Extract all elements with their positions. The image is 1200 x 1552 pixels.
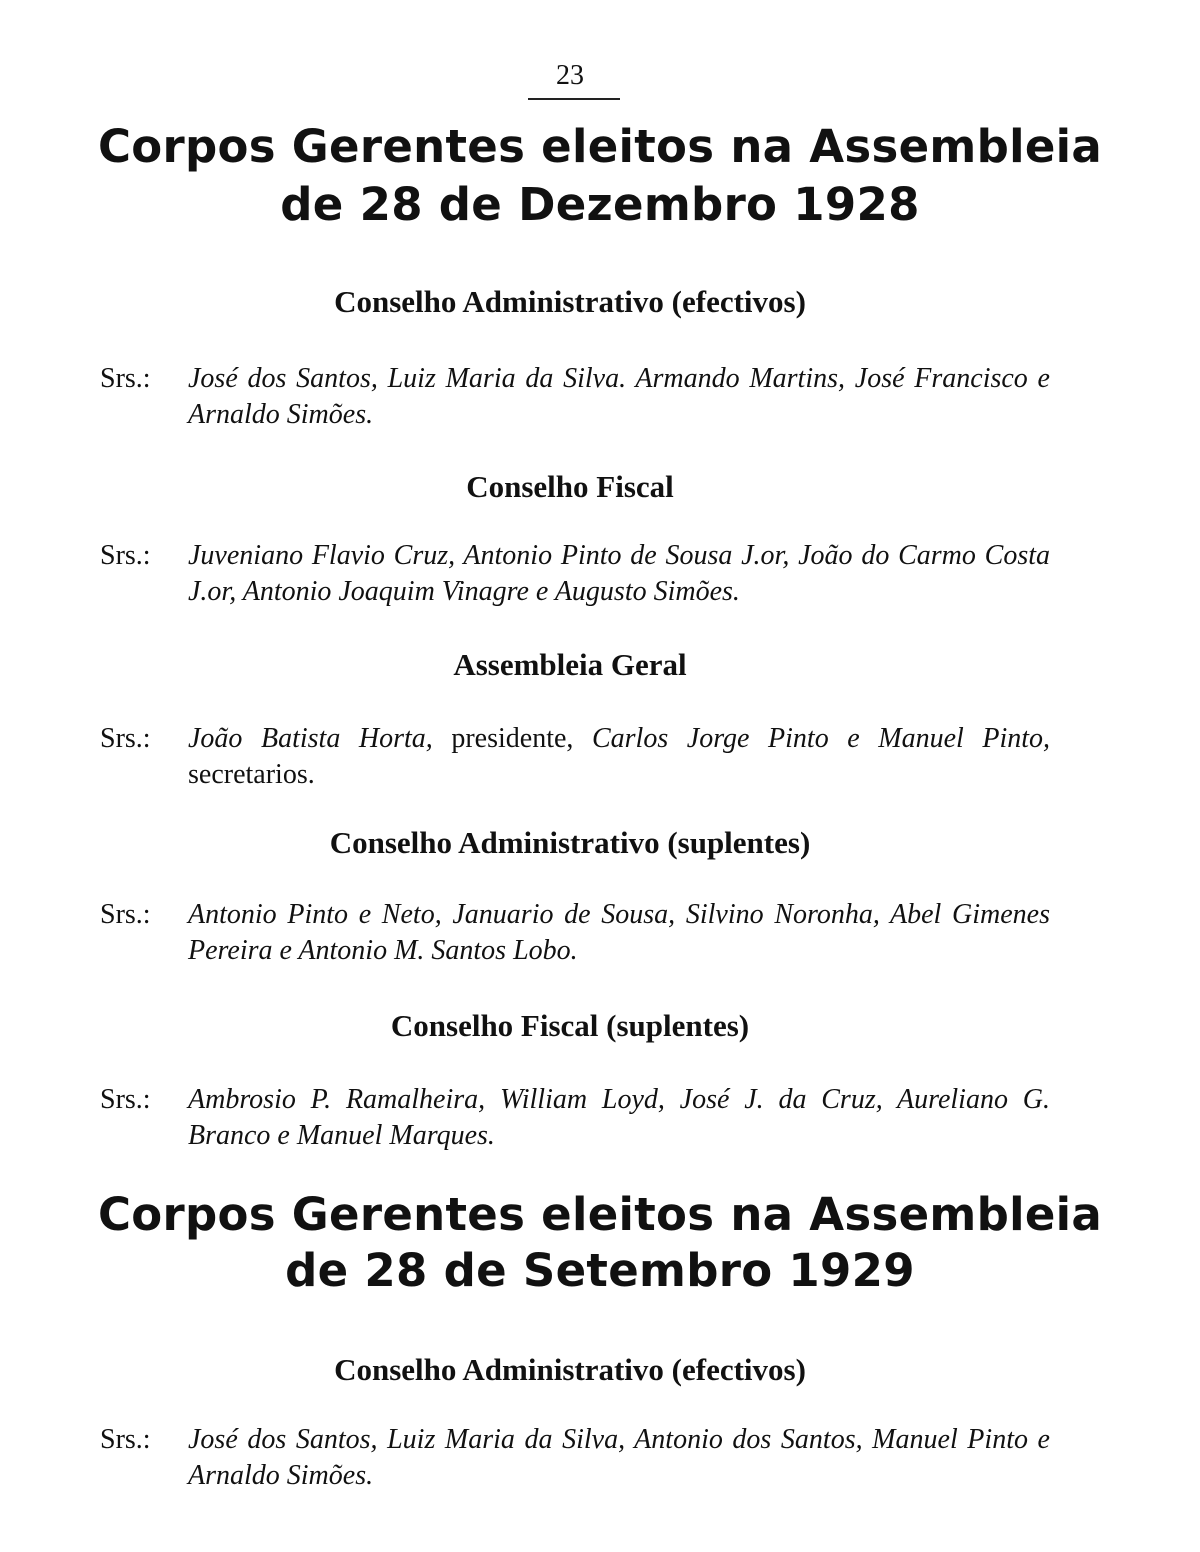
name-presidente: João Batista Horta, <box>188 723 433 754</box>
srs-prefix: Srs.: <box>100 899 151 930</box>
member-names: José dos Santos, Luiz Maria da Silva, Antonio dos Santos, Manuel Pinto e Arnaldo Simões. <box>188 1424 1050 1491</box>
main-title-1928-line-1: Corpos Gerentes eleitos na Assembleia <box>97 120 1103 173</box>
entry-conselho-administrativo-efectivos-1929 <box>100 1422 1050 1494</box>
role-presidente: presidente, <box>432 723 592 754</box>
page-number-rule <box>528 98 620 100</box>
entry-assembleia-geral-1928 <box>100 721 1050 793</box>
heading-conselho-administrativo-efectivos-1929: Conselho Administrativo (efectivos) <box>334 1352 806 1387</box>
name-secretarios: Carlos Jorge Pinto e Manuel Pinto, <box>591 723 1050 754</box>
member-names <box>188 721 1050 793</box>
heading-conselho-fiscal-1928: Conselho Fiscal <box>466 469 674 504</box>
member-names: Ambrosio P. Ramalheira, William Loyd, José J. da Cruz, Aureliano G. Branco e Manuel Marques. <box>188 1084 1050 1151</box>
entry-conselho-administrativo-efectivos-1928 <box>100 361 1050 433</box>
main-title-1929-line-1: Corpos Gerentes eleitos na Assembleia <box>97 1188 1103 1241</box>
main-title-1929-line-2: de 28 de Setembro 1929 <box>285 1244 915 1297</box>
heading-conselho-administrativo-efectivos-1928: Conselho Administrativo (efectivos) <box>334 284 806 319</box>
heading-assembleia-geral-1928: Assembleia Geral <box>453 647 687 682</box>
srs-prefix: Srs.: <box>100 540 151 571</box>
entry-conselho-fiscal-suplentes-1928 <box>100 1082 1050 1154</box>
member-names: Juveniano Flavio Cruz, Antonio Pinto de Sousa J.or, João do Carmo Costa J.or, Antonio Joaquim Vinagre e Augusto Simões. <box>188 540 1050 607</box>
member-names: José dos Santos, Luiz Maria da Silva. Armando Martins, José Francisco e Arnaldo Simões. <box>188 363 1050 430</box>
heading-conselho-administrativo-suplentes-1928: Conselho Administrativo (suplentes) <box>329 825 811 860</box>
heading-conselho-fiscal-suplentes-1928: Conselho Fiscal (suplentes) <box>390 1008 750 1043</box>
srs-prefix: Srs.: <box>100 363 151 394</box>
page-number: 23 <box>556 60 584 91</box>
entry-conselho-administrativo-suplentes-1928 <box>100 897 1050 969</box>
member-names: Antonio Pinto e Neto, Januario de Sousa, Silvino Noronha, Abel Gimenes Pereira e Antonio M. Santos Lobo. <box>188 899 1050 966</box>
srs-prefix: Srs.: <box>100 1084 151 1115</box>
entry-conselho-fiscal-1928 <box>100 538 1050 610</box>
srs-prefix: Srs.: <box>100 1424 151 1455</box>
srs-prefix: Srs.: <box>100 723 151 754</box>
role-secretarios: secretarios. <box>188 759 315 790</box>
main-title-1928-line-2: de 28 de Dezembro 1928 <box>280 178 920 231</box>
